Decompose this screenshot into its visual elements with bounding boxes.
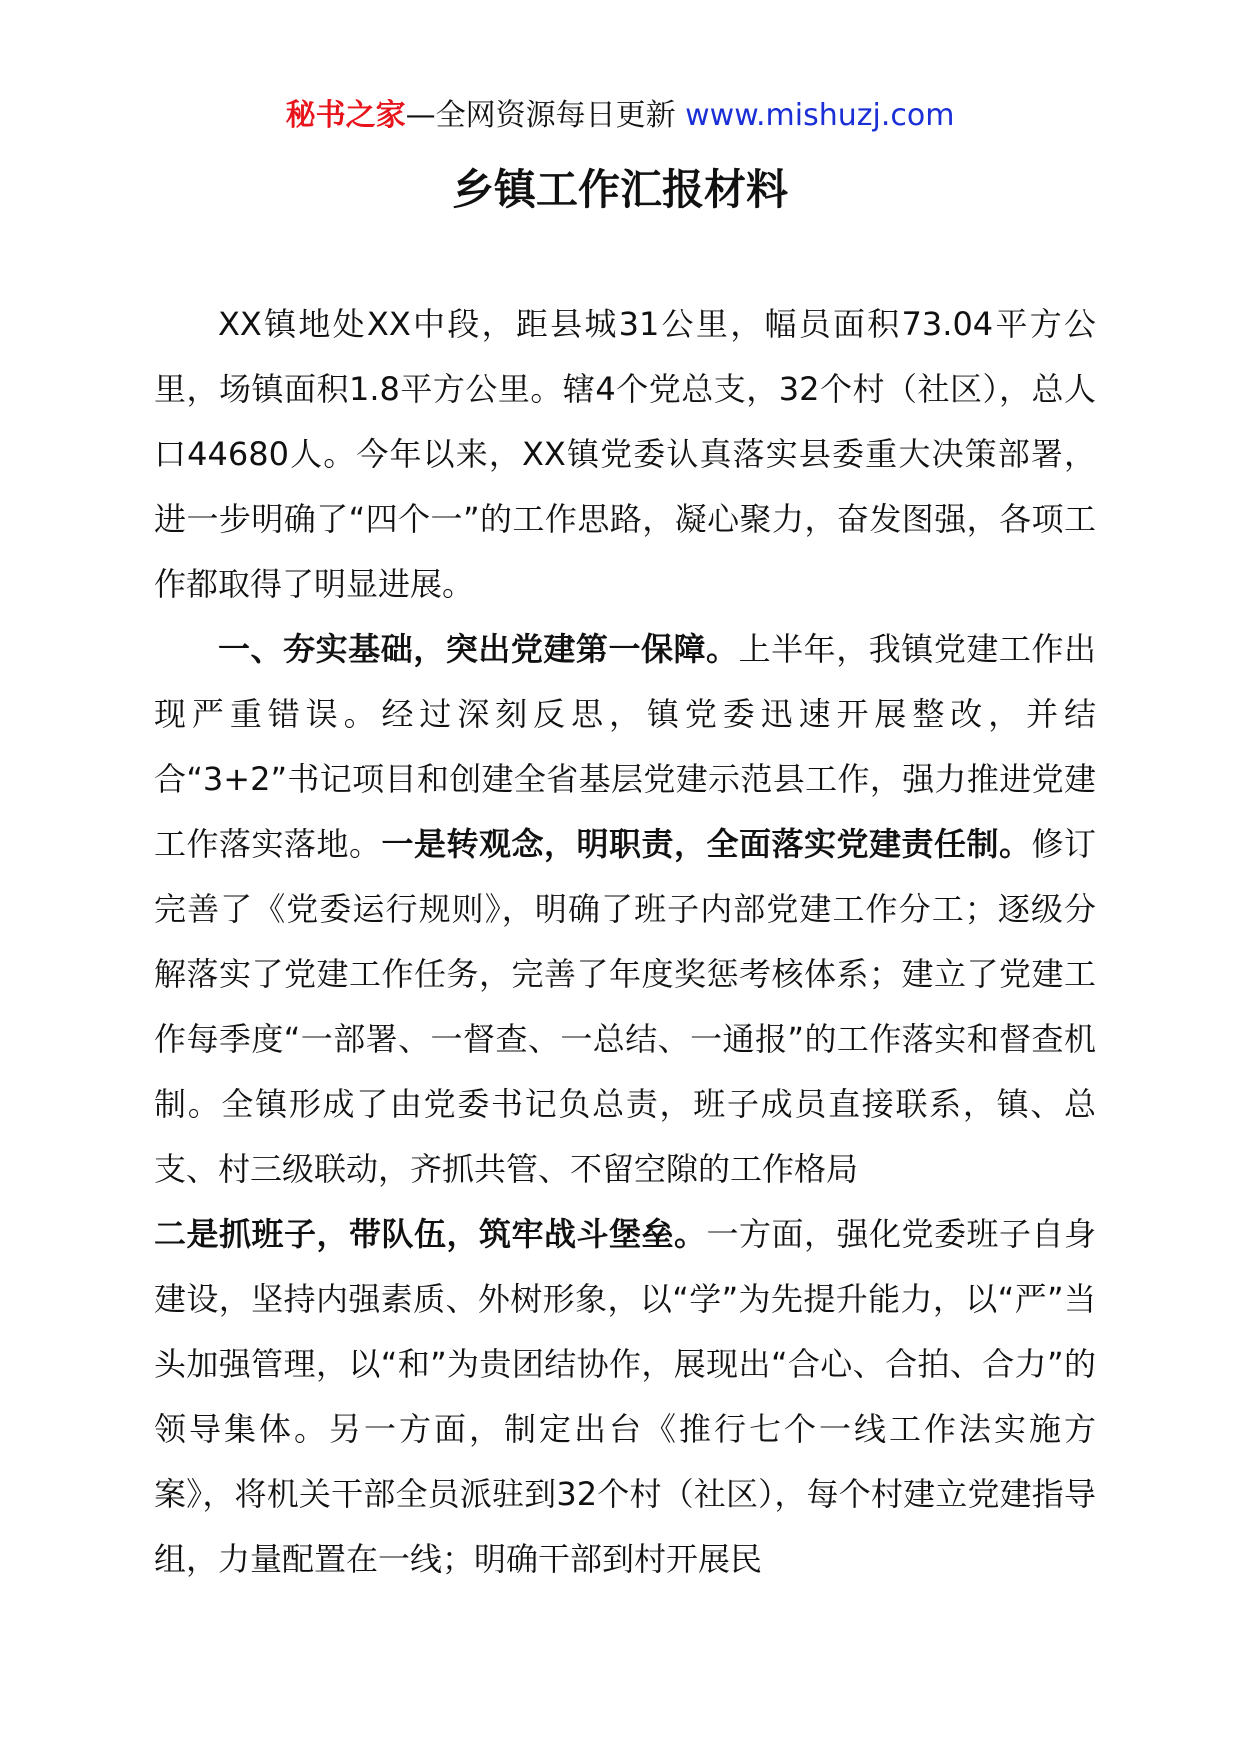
subsection-heading: 一是转观念，明职责，全面落实党建责任制。	[381, 825, 1032, 863]
document-body	[154, 292, 1096, 1592]
paragraph-intro	[154, 292, 1096, 617]
subsection-heading: 二是抓班子，带队伍，筑牢战斗堡垒。	[154, 1215, 707, 1253]
site-brand: 秘书之家	[285, 98, 406, 133]
paragraph-text: 修订完善了《党委运行规则》，明确了班子内部党建工作分工；逐级分解落实了党建工作任务，完善了年度奖惩考核体系；建立了党建工作每季度“一部署、一督查、一总结、一通报”的工作落实和督查机制。全镇形成了由党委书记负总责，班子成员直接联系，镇、总支、村三级联动，齐抓共管、不留空隙的工作格局	[154, 825, 1096, 1188]
paragraph-subsection-two	[154, 1202, 1096, 1592]
paragraph-text: XX镇地处XX中段，距县城31公里，幅员面积73.04平方公里，场镇面积1.8平方公里。辖4个党总支，32个村（社区），总人口44680人。今年以来，XX镇党委认真落实县委重大决策部署，进一步明确了“四个一”的工作思路，凝心聚力，奋发图强，各项工作都取得了明显进展。	[154, 305, 1096, 603]
site-slogan: —全网资源每日更新	[405, 98, 676, 133]
site-header	[0, 96, 1240, 136]
site-url-link[interactable]: www.mishuzj.com	[685, 98, 955, 133]
paragraph-section-one	[154, 617, 1096, 1202]
document-title: 乡镇工作汇报材料	[451, 165, 788, 214]
paragraph-text: 上半年，我镇党建工作出现严重错误。经过深刻反思，镇党委迅速开展整改，并结合“3+2”书记项目和创建全省基层党建示范县工作，强力推进党建工作落实落地。	[154, 630, 1096, 863]
section-heading: 一、夯实基础，突出党建第一保障。	[218, 630, 739, 668]
paragraph-text: 一方面，强化党委班子自身建设，坚持内强素质、外树形象，以“学”为先提升能力，以“严”当头加强管理，以“和”为贵团结协作，展现出“合心、合拍、合力”的领导集体。另一方面，制定出台《推行七个一线工作法实施方案》，将机关干部全员派驻到32个村（社区），每个村建立党建指导组，力量配置在一线；明确干部到村开展民	[154, 1215, 1096, 1578]
